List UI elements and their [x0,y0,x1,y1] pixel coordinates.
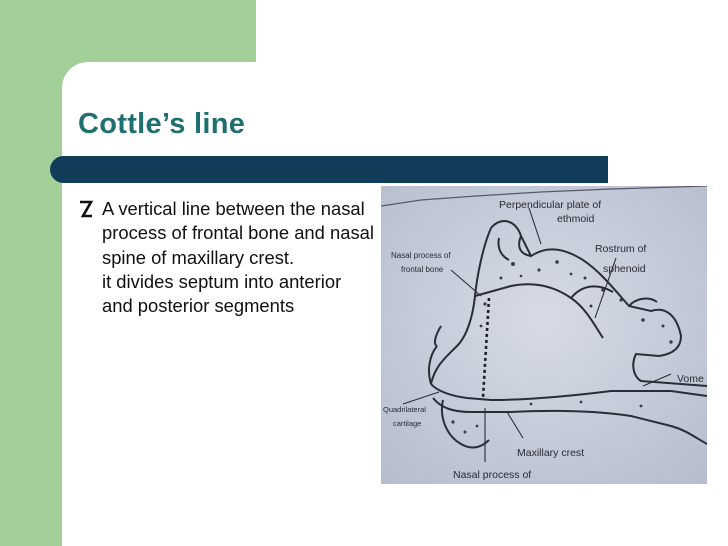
label-nasal-process-1: Nasal process of [391,251,451,260]
label-nasal-process-bottom: Nasal process of [453,469,532,481]
label-rostrum-2: sphenoid [603,263,646,275]
label-vomer: Vome [677,373,704,385]
z-shaped-bullet-icon [79,200,93,218]
figure-background [381,186,707,484]
label-quadrilateral-1: Quadrilateral [383,405,426,414]
label-maxillary-crest: Maxillary crest [517,447,585,459]
label-perpendicular-plate-1: Perpendicular plate of [499,199,602,211]
label-perpendicular-plate-2: ethmoid [557,213,595,225]
label-rostrum-1: Rostrum of [595,243,647,255]
label-nasal-process-2: frontal bone [401,265,444,274]
slide-title: Cottle’s line [78,108,246,140]
bullet-text: A vertical line between the nasal process of frontal bone and nasal spine of maxillary crest. it divides septum into anterior and posterior segments [102,198,374,317]
nasal-septum-figure [381,186,707,484]
title-underline-bar [50,156,608,183]
label-quadrilateral-2: cartilage [393,419,422,428]
